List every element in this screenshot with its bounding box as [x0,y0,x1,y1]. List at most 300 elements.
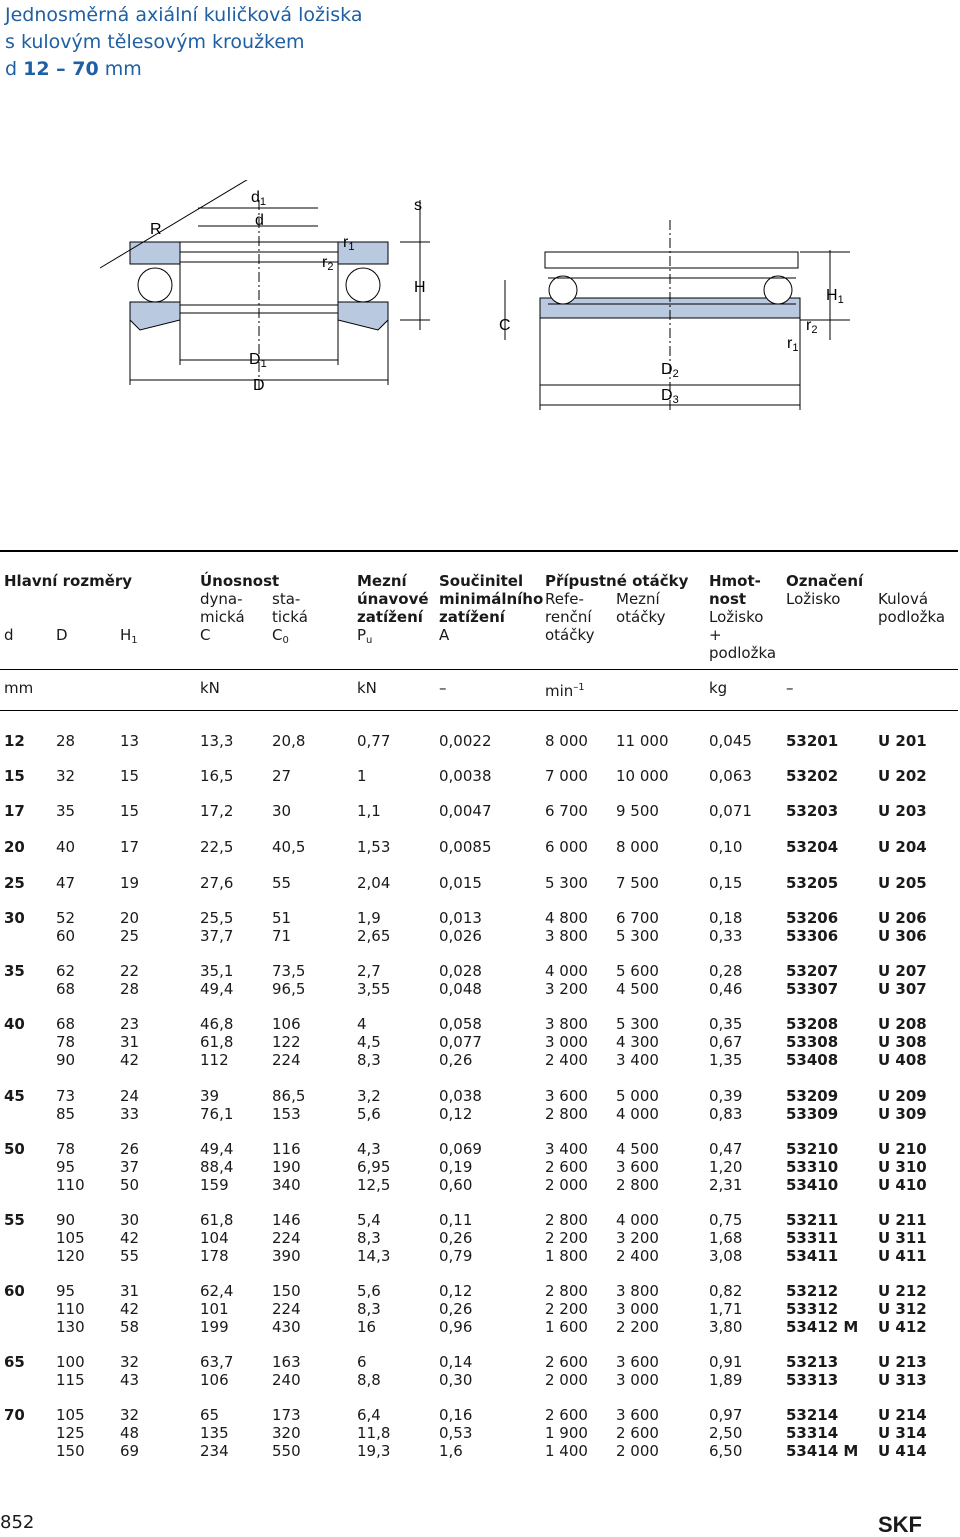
cell-Pu: 12,5 [357,1176,391,1194]
cell-C: 159 [200,1176,229,1194]
cell-ref-speed: 2 000 [545,1176,588,1194]
cell-C: 112 [200,1051,229,1069]
cell-washer: U 306 [878,927,927,945]
table-row [0,1140,960,1158]
cell-C: 61,8 [200,1033,234,1051]
cell-mass: 0,83 [709,1105,743,1123]
hdr-dyna: dyna- [200,590,243,608]
unit-kn2: kN [357,679,377,697]
cell-H1: 31 [120,1282,140,1300]
unit-min: $\min^{-1}$ [545,682,585,700]
cell-C: 46,8 [200,1015,234,1033]
unit-dash2: – [786,679,794,697]
cell-D: 73 [56,1087,76,1105]
cell-mass: 0,33 [709,927,743,945]
hdr-hmot: Hmot- [709,572,761,590]
cell-H1: 25 [120,927,140,945]
cell-D: 68 [56,1015,76,1033]
cell-D: 28 [56,732,76,750]
cell-H1: 13 [120,732,140,750]
cell-A: 0,14 [439,1353,473,1371]
cell-H1: 37 [120,1158,140,1176]
hdr-refe: Refe- [545,590,584,608]
cell-A: 0,26 [439,1229,473,1247]
table-row [0,1300,960,1318]
cell-H1: 31 [120,1033,140,1051]
skf-logo [876,1512,954,1536]
cell-d: 40 [4,1015,25,1033]
cell-washer: U 203 [878,802,927,820]
cell-bearing: 53311 [786,1229,839,1247]
cell-mass: 0,063 [709,767,752,785]
cell-limit-speed: 2 800 [616,1176,659,1194]
cell-ref-speed: 3 400 [545,1140,588,1158]
cell-washer: U 210 [878,1140,927,1158]
cell-H1: 55 [120,1247,140,1265]
label-D2: D2 [661,361,679,380]
table-row [0,1318,960,1336]
cell-D: 85 [56,1105,76,1123]
cell-mass: 0,071 [709,802,752,820]
cell-washer: U 208 [878,1015,927,1033]
cell-ref-speed: 8 000 [545,732,588,750]
cell-d: 25 [4,874,25,892]
cell-limit-speed: 3 200 [616,1229,659,1247]
cell-ref-speed: 3 600 [545,1087,588,1105]
cell-C: 39 [200,1087,220,1105]
hdr-mezni2: Mezní [616,590,660,608]
cell-A: 0,26 [439,1300,473,1318]
cell-limit-speed: 2 400 [616,1247,659,1265]
cell-limit-speed: 8 000 [616,838,659,856]
cell-bearing: 53210 [786,1140,839,1158]
cell-washer: U 312 [878,1300,927,1318]
hdr-sym-A: A [439,626,450,644]
cell-bearing: 53410 [786,1176,839,1194]
cell-limit-speed: 3 600 [616,1158,659,1176]
cell-C0: 390 [272,1247,301,1265]
cell-bearing: 53207 [786,962,839,980]
cell-mass: 0,35 [709,1015,743,1033]
cell-Pu: 11,8 [357,1424,391,1442]
cell-washer: U 309 [878,1105,927,1123]
cell-H1: 15 [120,767,140,785]
hdr-sym-Pu: $P_u$ [357,626,373,646]
cell-A: 0,16 [439,1406,473,1424]
hdr-sym-C0: $C_0$ [272,626,289,646]
cell-limit-speed: 2 600 [616,1424,659,1442]
cell-bearing: 53412 M [786,1318,859,1336]
cell-D: 100 [56,1353,85,1371]
cell-Pu: 6,95 [357,1158,391,1176]
hdr-pripustne: Přípustné otáčky [545,572,689,590]
hdr-hlavni: Hlavní rozměry [4,572,133,590]
label-H: H [414,279,426,296]
cell-bearing: 53208 [786,1015,839,1033]
cell-C0: 86,5 [272,1087,306,1105]
cell-bearing: 53308 [786,1033,839,1051]
cell-bearing: 53312 [786,1300,839,1318]
cell-limit-speed: 2 200 [616,1318,659,1336]
cell-mass: 2,31 [709,1176,743,1194]
cell-C: 135 [200,1424,229,1442]
cell-C0: 550 [272,1442,301,1460]
table-row [0,732,960,750]
page-title [5,2,362,83]
table-row [0,1051,960,1069]
cell-A: 1,6 [439,1442,463,1460]
table-row [0,802,960,820]
cell-d: 50 [4,1140,25,1158]
cell-H1: 33 [120,1105,140,1123]
table-row [0,1015,960,1033]
title-unit: mm [104,58,142,80]
cell-ref-speed: 2 000 [545,1371,588,1389]
cell-d: 17 [4,802,25,820]
cell-D: 95 [56,1282,76,1300]
cell-mass: 0,47 [709,1140,743,1158]
cell-d: 45 [4,1087,25,1105]
cell-bearing: 53209 [786,1087,839,1105]
cell-A: 0,26 [439,1051,473,1069]
cell-A: 0,79 [439,1247,473,1265]
cell-C0: 96,5 [272,980,306,998]
title-line-1: Jednosměrná axiální kuličková ložiska [5,4,363,26]
table-row [0,838,960,856]
table-row [0,909,960,927]
cell-bearing: 53313 [786,1371,839,1389]
cell-washer: U 410 [878,1176,927,1194]
cell-A: 0,048 [439,980,482,998]
cell-limit-speed: 6 700 [616,909,659,927]
cell-bearing: 53306 [786,927,839,945]
cell-limit-speed: 5 300 [616,1015,659,1033]
label-d: d [255,212,264,229]
hdr-micka: mická [200,608,245,626]
hdr-zatizeni2: zatížení [439,608,505,626]
cell-Pu: 1,1 [357,802,381,820]
cell-mass: 0,97 [709,1406,743,1424]
cell-Pu: 4 [357,1015,367,1033]
cell-washer: U 211 [878,1211,927,1229]
cell-C0: 71 [272,927,292,945]
cell-C: 16,5 [200,767,234,785]
cell-C0: 430 [272,1318,301,1336]
hdr-unosnost: Únosnost [200,572,280,590]
cell-H1: 42 [120,1051,140,1069]
cell-limit-speed: 9 500 [616,802,659,820]
cell-C: 35,1 [200,962,234,980]
cell-limit-speed: 4 500 [616,1140,659,1158]
hdr-nost: nost [709,590,747,608]
cell-washer: U 308 [878,1033,927,1051]
cell-C: 61,8 [200,1211,234,1229]
label-D3: D3 [661,387,679,406]
cell-A: 0,0085 [439,838,492,856]
cell-bearing: 53203 [786,802,839,820]
cell-limit-speed: 4 500 [616,980,659,998]
cell-A: 0,028 [439,962,482,980]
cell-C0: 163 [272,1353,301,1371]
cell-A: 0,53 [439,1424,473,1442]
cell-D: 35 [56,802,76,820]
cell-D: 78 [56,1033,76,1051]
cell-ref-speed: 1 800 [545,1247,588,1265]
cell-D: 90 [56,1051,76,1069]
cell-washer: U 212 [878,1282,927,1300]
cell-Pu: 5,6 [357,1105,381,1123]
hdr-ticka: tická [272,608,308,626]
unit-mm: mm [4,679,34,697]
cell-C: 88,4 [200,1158,234,1176]
cell-washer: U 408 [878,1051,927,1069]
cell-ref-speed: 5 300 [545,874,588,892]
hdr-sta: sta- [272,590,301,608]
cell-C0: 116 [272,1140,301,1158]
cell-d: 20 [4,838,25,856]
cell-A: 0,038 [439,1087,482,1105]
cell-Pu: 2,7 [357,962,381,980]
cell-D: 90 [56,1211,76,1229]
cell-H1: 28 [120,980,140,998]
cell-ref-speed: 4 000 [545,962,588,980]
cell-D: 68 [56,980,76,998]
cell-Pu: 8,3 [357,1300,381,1318]
label-R: R [150,221,162,238]
cell-bearing: 53408 [786,1051,839,1069]
cell-Pu: 3,2 [357,1087,381,1105]
table-row [0,1247,960,1265]
cell-washer: U 213 [878,1353,927,1371]
hdr-mezni: Mezní [357,572,407,590]
cell-ref-speed: 6 000 [545,838,588,856]
table-row [0,1406,960,1424]
hdr-podlozka1: podložka [709,644,777,662]
cell-C: 37,7 [200,927,234,945]
cell-H1: 42 [120,1300,140,1318]
label-D: D [253,377,265,394]
cell-limit-speed: 4 000 [616,1211,659,1229]
cell-mass: 0,91 [709,1353,743,1371]
title-range: 12 – 70 [23,58,99,80]
cell-C0: 106 [272,1015,301,1033]
label-d1: d1 [251,189,267,208]
cell-limit-speed: 3 000 [616,1371,659,1389]
cell-ref-speed: 2 200 [545,1229,588,1247]
hdr-otacky1: otáčky [545,626,595,644]
hdr-rencni: renční [545,608,592,626]
cell-Pu: 8,8 [357,1371,381,1389]
cell-washer: U 202 [878,767,927,785]
cell-D: 95 [56,1158,76,1176]
cell-mass: 0,67 [709,1033,743,1051]
cell-C0: 224 [272,1300,301,1318]
cell-bearing: 53214 [786,1406,839,1424]
cell-d: 60 [4,1282,25,1300]
hdr-kulova: Kulová [878,590,929,608]
cell-limit-speed: 5 600 [616,962,659,980]
right-bearing-section [505,220,850,410]
label-s: s [414,197,422,214]
cell-ref-speed: 7 000 [545,767,588,785]
cell-C: 27,6 [200,874,234,892]
page-number: 852 [0,1512,35,1533]
cell-d: 65 [4,1353,25,1371]
cell-limit-speed: 2 000 [616,1442,659,1460]
cell-washer: U 412 [878,1318,927,1336]
title-line-3 [5,56,362,83]
hdr-unavove: únavové [357,590,429,608]
cell-Pu: 3,55 [357,980,391,998]
cell-bearing: 53204 [786,838,839,856]
hdr-zatizeni1: zatížení [357,608,423,626]
table-row [0,1158,960,1176]
cell-H1: 19 [120,874,140,892]
table-row [0,1424,960,1442]
cell-mass: 0,18 [709,909,743,927]
cell-ref-speed: 2 800 [545,1105,588,1123]
cell-A: 0,30 [439,1371,473,1389]
cell-A: 0,19 [439,1158,473,1176]
cell-mass: 1,71 [709,1300,743,1318]
cell-C0: 30 [272,802,292,820]
cell-A: 0,015 [439,874,482,892]
cell-bearing: 53206 [786,909,839,927]
unit-dash1: – [439,679,447,697]
cell-A: 0,0047 [439,802,492,820]
hdr-otacky2: otáčky [616,608,666,626]
cell-C: 17,2 [200,802,234,820]
cell-Pu: 8,3 [357,1051,381,1069]
cell-Pu: 4,3 [357,1140,381,1158]
cell-mass: 0,75 [709,1211,743,1229]
cell-bearing: 53205 [786,874,839,892]
table-row [0,1371,960,1389]
cell-Pu: 5,6 [357,1282,381,1300]
table-row [0,927,960,945]
cell-Pu: 5,4 [357,1211,381,1229]
cell-C0: 150 [272,1282,301,1300]
cell-limit-speed: 3 600 [616,1406,659,1424]
cell-C: 199 [200,1318,229,1336]
cell-H1: 15 [120,802,140,820]
cell-washer: U 411 [878,1247,927,1265]
cell-A: 0,11 [439,1211,473,1229]
title-d: d [5,58,18,80]
cell-A: 0,0038 [439,767,492,785]
hdr-lozisko2: Ložisko [786,590,841,608]
cell-C0: 55 [272,874,292,892]
title-line-2: s kulovým tělesovým kroužkem [5,31,305,53]
cell-bearing: 53414 M [786,1442,859,1460]
cell-bearing: 53411 [786,1247,839,1265]
cell-Pu: 1,53 [357,838,391,856]
cell-limit-speed: 3 000 [616,1300,659,1318]
cell-mass: 0,28 [709,962,743,980]
cell-limit-speed: 3 400 [616,1051,659,1069]
cell-washer: U 204 [878,838,927,856]
label-r1: r1 [343,234,355,253]
cell-C: 101 [200,1300,229,1318]
cell-bearing: 53314 [786,1424,839,1442]
cell-H1: 23 [120,1015,140,1033]
cell-bearing: 53309 [786,1105,839,1123]
cell-Pu: 1 [357,767,367,785]
cell-C: 13,3 [200,732,234,750]
cell-C: 25,5 [200,909,234,927]
cell-D: 120 [56,1247,85,1265]
cell-bearing: 53310 [786,1158,839,1176]
cell-C0: 173 [272,1406,301,1424]
cell-C0: 153 [272,1105,301,1123]
hdr-soucinitel: Součinitel [439,572,524,590]
cell-D: 32 [56,767,76,785]
table-row [0,1211,960,1229]
cell-ref-speed: 2 600 [545,1406,588,1424]
cell-Pu: 14,3 [357,1247,391,1265]
cell-Pu: 6 [357,1353,367,1371]
cell-D: 105 [56,1406,85,1424]
cell-A: 0,026 [439,927,482,945]
cell-C0: 51 [272,909,292,927]
cell-ref-speed: 3 800 [545,927,588,945]
cell-limit-speed: 5 000 [616,1087,659,1105]
hdr-lozisko1: Ložisko [709,608,764,626]
table-row [0,1282,960,1300]
cell-H1: 17 [120,838,140,856]
cell-mass: 1,35 [709,1051,743,1069]
cell-H1: 30 [120,1211,140,1229]
cell-D: 62 [56,962,76,980]
cell-mass: 2,50 [709,1424,743,1442]
unit-kg: kg [709,679,728,697]
cell-d: 15 [4,767,25,785]
cell-mass: 1,68 [709,1229,743,1247]
cell-ref-speed: 2 200 [545,1300,588,1318]
cell-C0: 27 [272,767,292,785]
cell-mass: 0,15 [709,874,743,892]
table-row [0,1033,960,1051]
cell-limit-speed: 3 600 [616,1353,659,1371]
table-row [0,1176,960,1194]
table-header [0,550,960,700]
cell-D: 40 [56,838,76,856]
svg-text:SKF: SKF [878,1512,922,1536]
cell-C0: 73,5 [272,962,306,980]
cell-ref-speed: 1 900 [545,1424,588,1442]
cell-Pu: 2,65 [357,927,391,945]
cell-C: 49,4 [200,1140,234,1158]
cell-C0: 224 [272,1051,301,1069]
cell-ref-speed: 1 600 [545,1318,588,1336]
cell-ref-speed: 2 600 [545,1353,588,1371]
hdr-sym-H1: $H_1$ [120,626,138,646]
cell-bearing: 53202 [786,767,839,785]
cell-A: 0,60 [439,1176,473,1194]
cell-mass: 1,20 [709,1158,743,1176]
hdr-podlozka2: podložka [878,608,946,626]
cell-C: 62,4 [200,1282,234,1300]
cell-A: 0,077 [439,1033,482,1051]
label-r2: r2 [322,254,334,273]
cell-mass: 1,89 [709,1371,743,1389]
cell-C0: 20,8 [272,732,306,750]
cell-washer: U 310 [878,1158,927,1176]
cell-limit-speed: 4 300 [616,1033,659,1051]
table-row [0,1353,960,1371]
cell-Pu: 6,4 [357,1406,381,1424]
cell-limit-speed: 7 500 [616,874,659,892]
